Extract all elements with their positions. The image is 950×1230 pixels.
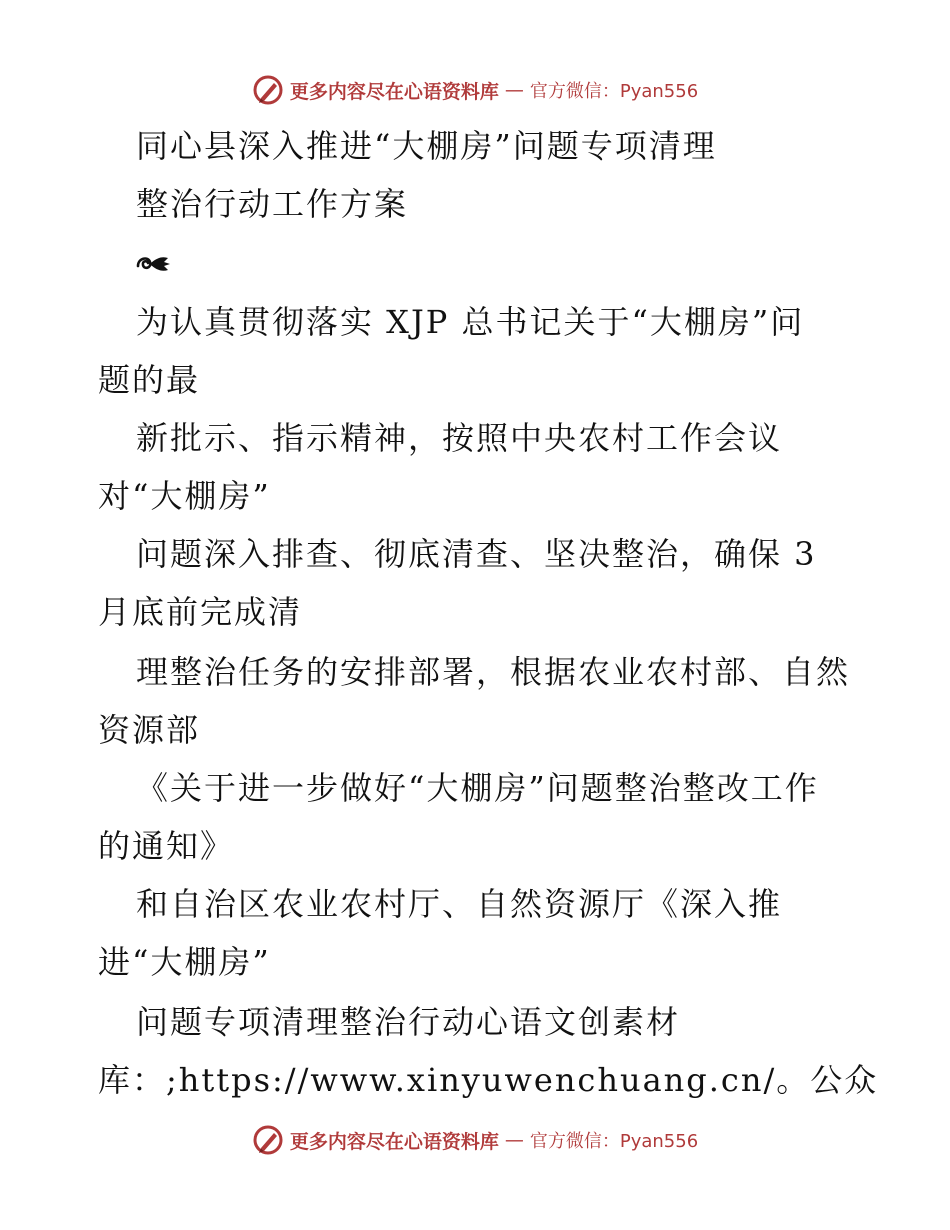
watermark-separator: — [504, 79, 524, 101]
pen-logo-icon [252, 1124, 284, 1156]
body-line: 问题深入排查、彻底清查、坚决整治，确保 3 [136, 535, 817, 573]
body-line: 的通知》 [98, 827, 235, 865]
body-line: 和自治区农业农村厅、自然资源厅《深入推 [136, 885, 783, 923]
body-line: 《关于进一步做好“大棚房”问题整治整改工作 [136, 769, 819, 807]
watermark-separator: — [504, 1129, 524, 1151]
body-line: 理整治任务的安排部署，根据农业农村部、自然 [136, 653, 851, 691]
watermark-contact: 官方微信：Pyan556 [529, 81, 699, 102]
watermark-contact: 官方微信：Pyan556 [529, 1131, 699, 1152]
pen-logo-icon [252, 74, 284, 106]
watermark-text: 更多内容尽在心语资料库 [289, 1130, 499, 1153]
title-line-1: 同心县深入推进“大棚房”问题专项清理 [136, 127, 717, 165]
watermark-text: 更多内容尽在心语资料库 [289, 80, 499, 103]
body-line: 对“大棚房” [98, 477, 271, 515]
header-watermark [0, 72, 950, 108]
body-line: 问题专项清理整治行动心语文创素材 [136, 1003, 681, 1041]
body-line: 题的最 [98, 361, 201, 399]
footer-watermark [0, 1122, 950, 1158]
body-line: 月底前完成清 [98, 593, 303, 631]
body-line: 资源部 [98, 711, 201, 749]
body-line: 新批示、指示精神，按照中央农村工作会议 [136, 419, 783, 457]
body-line: 库：;https://www.xinyuwenchuang.cn/。公众 [98, 1061, 879, 1099]
fleuron-icon [134, 248, 174, 278]
title-line-2: 整治行动工作方案 [136, 185, 409, 223]
body-line: 进“大棚房” [98, 943, 271, 981]
body-line: 为认真贯彻落实 XJP 总书记关于“大棚房”问 [136, 303, 805, 341]
